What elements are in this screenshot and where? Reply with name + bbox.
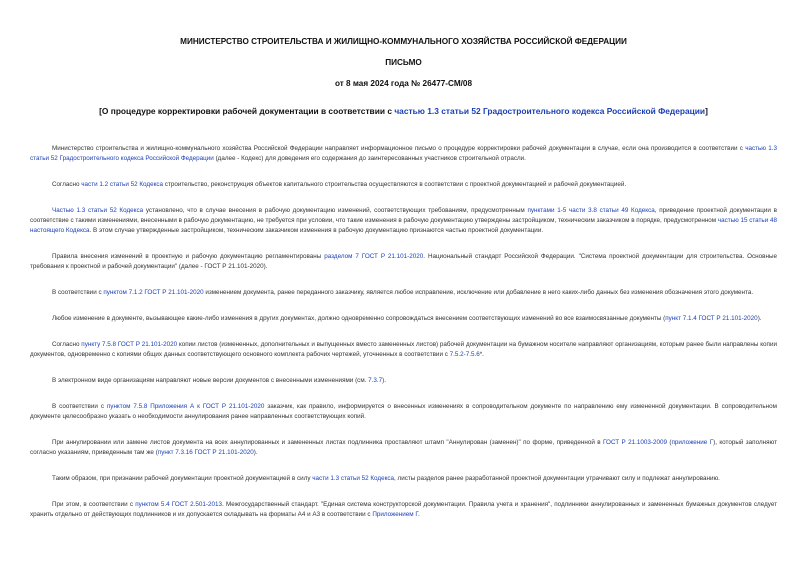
paragraph-11	[30, 474, 777, 484]
paragraph-text: Согласно	[52, 341, 82, 348]
reference-link[interactable]: 7.5.2-7.5.6	[449, 351, 480, 358]
paragraph-text: . Межгосударственный стандарт. "Единая система конструкторской документации. Правила учета и хранения", подлинники аннулированных и замененных бумажных документов следует хранить отдельно от действующих подлинников и их допускается складывать на форматы А4 и А3 в соответствии с	[30, 501, 777, 518]
paragraph-text: Согласно	[52, 181, 82, 188]
paragraph-text: Любое изменение в документе, вызывающее какие-либо изменения в других документах, должно одновременно сопровождаться внесением соответствующих изменений во все взаимосвязанные документы (	[52, 315, 666, 322]
paragraph-text: , листы разделов ранее разработанной проектной документации утрачивают силу и подлежат аннулированию.	[394, 475, 720, 482]
paragraph-text: Правила внесения изменений в проектную и рабочую документацию регламентированы	[52, 253, 325, 260]
paragraph-1	[30, 144, 777, 164]
paragraph-text: копии листов (измененных, дополнительных и выпущенных вместо замененных листов) рабочей документации на бумажном носителе направляют организациям, которым ранее были направлены копии документов, одновременно с копиями общих данных соответствующего основного комплекта рабочих чертежей, уточненных в соответствии с	[30, 341, 777, 358]
paragraph-text: При этом, в соответствии с	[52, 501, 136, 508]
paragraph-text: ).	[253, 449, 258, 456]
title-prefix: [О процедуре корректировки рабочей документации в соответствии с	[99, 106, 395, 116]
reference-link[interactable]: Приложением Г	[372, 511, 418, 518]
paragraph-4	[30, 252, 777, 272]
reference-link[interactable]: пунктом 7.1.2 ГОСТ Р 21.101-2020	[103, 289, 204, 296]
paragraph-text: Министерство строительства и жилищно-коммунального хозяйства Российской Федерации направляет информационное письмо о процедуре корректировки рабочей документации в случае, если она производится в соответствии с	[52, 145, 746, 152]
paragraph-text: При аннулировании или замене листов документа на всех аннулированных и замененных листах подлинника проставляют штамп "Аннулирован (заменен)" по форме, приведенной в	[52, 439, 603, 446]
paragraph-6	[30, 314, 777, 324]
paragraph-text: ).	[382, 377, 387, 384]
reference-link[interactable]: Частью 1.3 статьи 52 Кодекса	[52, 207, 144, 214]
paragraph-text: Таким образом, при признании рабочей документации проектной документацией в силу	[52, 475, 313, 482]
title-law-link[interactable]: частью 1.3 статьи 52 Градостроительного кодекса Российской Федерации	[394, 106, 706, 116]
paragraph-3	[30, 206, 777, 236]
paragraph-text: В соответствии с	[52, 403, 107, 410]
paragraph-text: изменением документа, ранее переданного заказчику, является любое исправление, исключение или добавление в него каких-либо данных без изменения обозначения этого документа.	[203, 289, 754, 296]
reference-link[interactable]: пунктами 1-5 части 3.8 статьи 49 Кодекса	[527, 207, 655, 214]
reference-link[interactable]: приложение Г	[671, 439, 714, 446]
document-type: ПИСЬМО	[385, 58, 422, 67]
reference-link[interactable]: части 1.2 статьи 52 Кодекса	[81, 181, 164, 188]
document-title	[30, 106, 777, 116]
paragraph-10	[30, 438, 777, 458]
reference-link[interactable]: частью 15 статьи 48 настоящего Кодекса	[30, 217, 777, 234]
paragraph-2	[30, 180, 777, 190]
paragraph-text: В электронном виде организациям направляют новые версии документов с внесенными изменениями (см.	[52, 377, 369, 384]
paragraph-text: установлено, что в случае внесения в рабочую документацию изменений, соответствующих требованиям, предусмотренным	[143, 207, 528, 214]
paragraph-text: строительство, реконструкция объектов капитального строительства осуществляются в соответствии с проектной документацией и рабочей документацией.	[163, 181, 627, 188]
paragraph-12	[30, 500, 777, 520]
reference-link[interactable]: 7.3.7	[368, 377, 383, 384]
document-date-number: от 8 мая 2024 года № 26477-СМ/08	[334, 79, 473, 88]
reference-link[interactable]: разделом 7 ГОСТ Р 21.101-2020	[324, 253, 424, 260]
paragraph-text: В соответствии с	[52, 289, 104, 296]
paragraph-text: (	[666, 439, 672, 446]
ministry-name: МИНИСТЕРСТВО СТРОИТЕЛЬСТВА И ЖИЛИЩНО-КОММУНАЛЬНОГО ХОЗЯЙСТВА РОССИЙСКОЙ ФЕДЕРАЦИИ	[180, 37, 627, 46]
reference-link[interactable]: пункт 7.1.4 ГОСТ Р 21.101-2020	[665, 315, 758, 322]
title-suffix: ]	[705, 106, 708, 116]
paragraph-text: , приведение проектной документации в соответствие с такими изменениями, внесенными в рабочую документацию, не требуется при условии, что такие изменения в рабочую документацию утверждены застройщиком, техническим заказчиком в порядке, предусмотренном	[30, 207, 777, 224]
reference-link[interactable]: пунктом 7.5.8 Приложения А к ГОСТ Р 21.101-2020	[106, 403, 265, 410]
reference-link[interactable]: частью 1.3 статьи 52 Градостроительного кодекса Российской Федерации	[30, 145, 777, 162]
paragraph-text: заказчик, как правило, информируется о внесенных изменениях в сопроводительном документе по направлению ему измененной документации. В сопроводительном документе целесообразно указать о необходимости аннулирования ранее направленных соответствующих копий.	[30, 403, 777, 420]
paragraph-9	[30, 402, 777, 422]
paragraph-text: .	[417, 511, 420, 518]
letter-body	[30, 144, 777, 520]
paragraph-text: *.	[479, 351, 484, 358]
paragraph-7	[30, 340, 777, 360]
paragraph-text: . В этом случае утвержденные застройщиком, техническим заказчиком изменения в рабочую документацию признаются частью проектной документации.	[89, 227, 544, 234]
reference-link[interactable]: ГОСТ Р 21.1003-2009	[602, 439, 667, 446]
reference-link[interactable]: пункт 7.3.16 ГОСТ Р 21.101-2020	[157, 449, 254, 456]
paragraph-8	[30, 376, 777, 386]
paragraph-5	[30, 288, 777, 298]
reference-link[interactable]: части 1.3 статьи 52 Кодекса	[312, 475, 395, 482]
paragraph-text: ).	[757, 315, 762, 322]
paragraph-text: ), который заполняют согласно указаниям, приведенным там же (	[30, 439, 777, 456]
paragraph-text: (далее - Кодекс) для доведения его содержания до заинтересованных участников строительной отрасли.	[213, 155, 526, 162]
paragraph-text: . Национальный стандарт Российской Федерации. "Система проектной документации для строительства. Основные требования к проектной и рабочей документации" (далее - ГОСТ Р 21.101-2020).	[30, 253, 777, 270]
reference-link[interactable]: пункту 7.5.8 ГОСТ Р 21.101-2020	[81, 341, 178, 348]
reference-link[interactable]: пунктом 5.4 ГОСТ 2.501-2013	[135, 501, 223, 508]
